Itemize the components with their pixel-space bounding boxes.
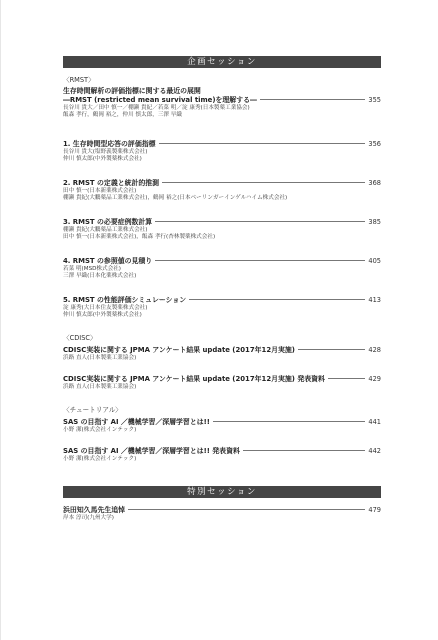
leader-dots xyxy=(155,260,365,261)
toc-title: 1. 生存時間型応答の評価指標 xyxy=(63,140,156,148)
toc-title: 浜田知久馬先生追悼 xyxy=(63,506,126,514)
page-number: 368 xyxy=(368,179,381,187)
toc-authors: 長谷川 貴大(塩野義製薬株式会社) xyxy=(63,149,148,155)
leader-dots xyxy=(189,299,365,300)
leader-dots xyxy=(213,421,366,422)
toc-title: CDISC実装に関する JPMA アンケート結果 update (2017年12月実施) 発表資料 xyxy=(63,375,325,383)
toc-authors: 田中 慎一(日本新薬株式会社)，飯森 孝行(杏林製薬株式会社) xyxy=(63,234,216,241)
toc-authors: 若菜 明(MSD株式会社) xyxy=(63,266,121,272)
toc-authors: 淀 康秀(大日本住友製薬株式会社) xyxy=(63,305,148,311)
toc-title-line xyxy=(63,418,381,427)
toc-authors: 三澤 早織(日本化薬株式会社) xyxy=(63,273,137,280)
leader-dots xyxy=(260,99,366,100)
toc-authors: 長谷川 貴大／田中 慎一／棚瀬 貴紀／若菜 明／淀 康秀(日本製薬工業協会) xyxy=(63,105,250,111)
toc-title: 4. RMST の参照値の見積り xyxy=(63,257,153,265)
toc-authors: 浜路 直人(日本製薬工業協会) xyxy=(63,355,137,361)
toc-entry-3[interactable] xyxy=(63,218,381,242)
toc-authors: 棚瀬 貴紀(大鵬薬品工業株式会社) xyxy=(63,227,148,233)
page-number: 405 xyxy=(368,257,381,265)
page-number: 413 xyxy=(368,296,381,304)
toc-entry-cdisc-slides[interactable] xyxy=(63,375,381,391)
leader-dots xyxy=(155,221,365,222)
page-number: 355 xyxy=(368,96,381,104)
toc-title: ―RMST (restricted mean survival time)を理解する― xyxy=(63,96,257,104)
toc-entry-sas-ai[interactable] xyxy=(63,418,381,434)
page-number: 479 xyxy=(368,506,381,514)
page-number: 428 xyxy=(368,346,381,354)
toc-authors: 小野 潔(株式会社インテック) xyxy=(63,456,137,462)
toc-entry-cdisc-survey[interactable] xyxy=(63,346,381,362)
toc-title: 3. RMST の必要症例数計算 xyxy=(63,218,153,226)
toc-entry-4[interactable] xyxy=(63,257,381,281)
toc-entry-sas-ai-slides[interactable] xyxy=(63,447,381,463)
toc-title: 生存時間解析の評価指標に関する最近の展開 xyxy=(63,87,201,95)
toc-title: 5. RMST の性能評価シミュレーション xyxy=(63,296,187,304)
toc-title-line xyxy=(63,257,381,266)
toc-title-line xyxy=(63,375,381,384)
group-label-cdisc: 〈CDISC〉 xyxy=(63,334,97,342)
group-label-tutorial: 〈チュートリアル〉 xyxy=(63,406,122,414)
toc-title: SAS の目指す AI ／機械学習／深層学習とは!! 発表資料 xyxy=(63,447,240,455)
toc-authors: 小野 潔(株式会社インテック) xyxy=(63,427,137,433)
toc-title-line xyxy=(63,218,381,227)
toc-authors: 棚瀬 貴紀(大鵬薬品工業株式会社)，鶴岡 裕之(日本ベーリンガーインゲルハイム株式会社) xyxy=(63,195,288,202)
page-number: 442 xyxy=(368,447,381,455)
page-number: 441 xyxy=(368,418,381,426)
page-number: 429 xyxy=(368,375,381,383)
toc-title-line xyxy=(63,346,381,355)
toc-entry-1[interactable] xyxy=(63,140,381,164)
toc-entry-2[interactable] xyxy=(63,179,381,203)
toc-title: SAS の目指す AI ／機械学習／深層学習とは!! xyxy=(63,418,210,426)
toc-title: CDISC実装に関する JPMA アンケート結果 update (2017年12月実施) xyxy=(63,346,295,354)
toc-entry-5[interactable] xyxy=(63,296,381,320)
toc-authors: 仲川 慎太郎(中外製薬株式会社) xyxy=(63,312,142,319)
leader-dots xyxy=(243,450,366,451)
toc-title-line xyxy=(63,96,381,105)
toc-authors: 岸本 淳司(九州大学) xyxy=(63,515,114,521)
leader-dots xyxy=(159,143,366,144)
toc-authors: 仲川 慎太郎(中外製薬株式会社) xyxy=(63,156,142,163)
toc-title-line xyxy=(63,179,381,188)
leader-dots xyxy=(328,378,366,379)
section-header-kikaku: 企画セッション xyxy=(63,56,381,68)
page-number: 385 xyxy=(368,218,381,226)
toc-entry-rmst-overview[interactable] xyxy=(63,87,381,120)
group-label-rmst: 〈RMST〉 xyxy=(63,76,95,84)
section-header-tokubetsu: 特別セッション xyxy=(63,486,381,498)
toc-title-line xyxy=(63,140,381,149)
toc-title-line xyxy=(63,296,381,305)
page-number: 356 xyxy=(368,140,381,148)
toc-title-line xyxy=(63,506,381,515)
toc-entry-memorial[interactable] xyxy=(63,506,381,522)
leader-dots xyxy=(162,182,365,183)
leader-dots xyxy=(298,349,365,350)
toc-title: 2. RMST の定義と統計的推測 xyxy=(63,179,160,187)
toc-authors: 飯森 孝行，鶴岡 裕之，仲川 慎太郎，三澤 早織 xyxy=(63,112,182,119)
toc-authors: 浜路 直人(日本製薬工業協会) xyxy=(63,384,137,390)
toc-authors: 田中 慎一(日本新薬株式会社) xyxy=(63,188,137,194)
toc-title-line xyxy=(63,447,381,456)
toc-title-line xyxy=(63,87,381,96)
leader-dots xyxy=(128,509,365,510)
